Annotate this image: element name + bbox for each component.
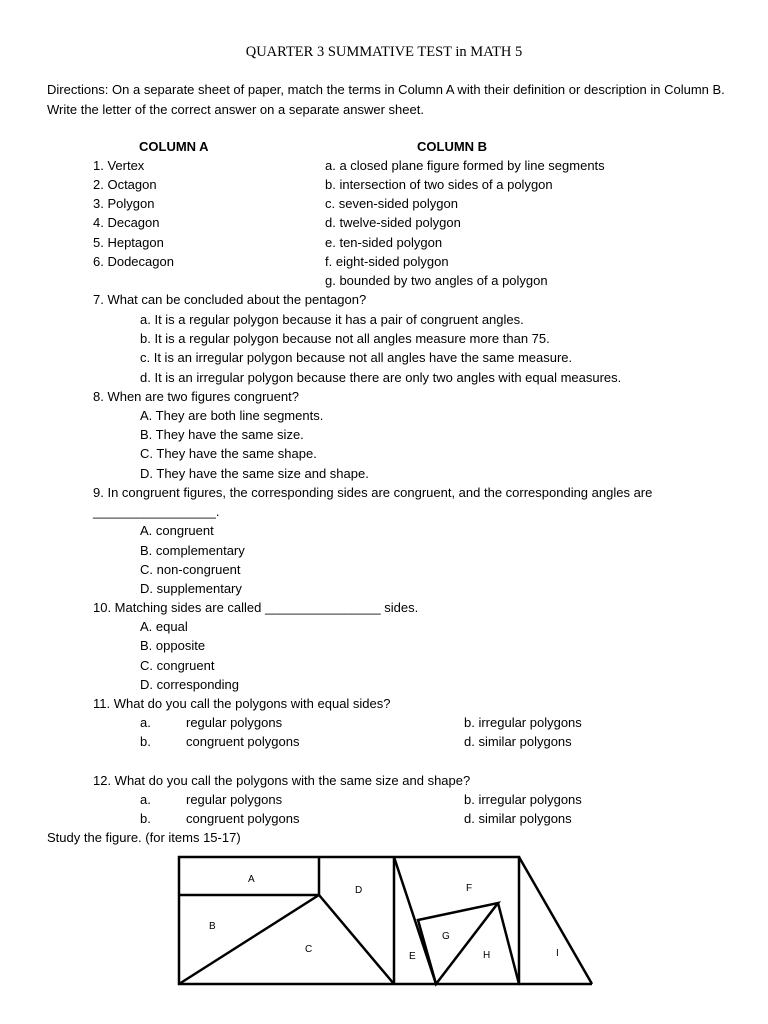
directions: Directions: On a separate sheet of paper, match the terms in Column A with their definition or description in Column B. Write the letter of the correct answer on a separate answer sheet. bbox=[47, 82, 725, 117]
column-a-item: 5. Heptagon bbox=[93, 235, 164, 250]
question-11-option: regular polygons bbox=[186, 715, 283, 730]
question-9-option: D. supplementary bbox=[140, 581, 242, 596]
figure-label: A bbox=[248, 874, 255, 885]
column-a-item: 3. Polygon bbox=[93, 196, 155, 211]
question-11-letter: a. bbox=[140, 715, 151, 730]
question-10-option: B. opposite bbox=[140, 638, 206, 653]
column-a-item: 6. Dodecagon bbox=[93, 254, 174, 269]
question-8-option: D. They have the same size and shape. bbox=[140, 466, 369, 481]
question-12-option: regular polygons bbox=[186, 792, 283, 807]
figure-outer-border bbox=[179, 857, 519, 984]
question-8: 8. When are two figures congruent? bbox=[93, 389, 299, 404]
question-12-option: congruent polygons bbox=[186, 811, 300, 826]
figure-label: H bbox=[483, 950, 491, 961]
figure-label: E bbox=[409, 951, 416, 962]
figure-label: F bbox=[466, 883, 473, 894]
question-10: 10. Matching sides are called ________________ sides. bbox=[93, 600, 419, 615]
question-7-option: d. It is an irregular polygon because there are only two angles with equal measures. bbox=[140, 370, 622, 385]
question-9-option: B. complementary bbox=[140, 543, 245, 558]
column-b-item: c. seven-sided polygon bbox=[325, 196, 458, 211]
figure-label: C bbox=[305, 944, 313, 955]
figure-label: G bbox=[442, 931, 450, 942]
column-a-item: 2. Octagon bbox=[93, 177, 157, 192]
question-9-option: A. congruent bbox=[140, 523, 214, 538]
question-7-option: b. It is a regular polygon because not all angles measure more than 75. bbox=[140, 331, 550, 346]
question-10-option: A. equal bbox=[140, 619, 188, 634]
page-title: QUARTER 3 SUMMATIVE TEST in MATH 5 bbox=[245, 44, 523, 60]
figure-line bbox=[519, 857, 592, 984]
column-b-header: COLUMN B bbox=[417, 139, 488, 154]
figure-label: I bbox=[556, 948, 559, 959]
question-9-option: C. non-congruent bbox=[140, 562, 241, 577]
question-11-option: b. irregular polygons bbox=[464, 715, 582, 730]
column-a-item: 1. Vertex bbox=[93, 158, 145, 173]
column-b-item: a. a closed plane figure formed by line segments bbox=[325, 158, 605, 173]
column-b-item: f. eight-sided polygon bbox=[325, 254, 449, 269]
question-10-option: D. corresponding bbox=[140, 677, 239, 692]
column-b-item: d. twelve-sided polygon bbox=[325, 215, 461, 230]
figure-line bbox=[498, 903, 519, 984]
question-12-letter: a. bbox=[140, 792, 151, 807]
question-12-option: b. irregular polygons bbox=[464, 792, 582, 807]
column-b-item: g. bounded by two angles of a polygon bbox=[325, 273, 548, 288]
question-11: 11. What do you call the polygons with equal sides? bbox=[93, 696, 391, 711]
question-10-option: C. congruent bbox=[140, 658, 215, 673]
question-11-option: congruent polygons bbox=[186, 734, 300, 749]
question-8-option: C. They have the same shape. bbox=[140, 446, 317, 461]
question-8-option: A. They are both line segments. bbox=[140, 408, 324, 423]
column-a-item: 4. Decagon bbox=[93, 215, 160, 230]
figure-label: B bbox=[209, 921, 216, 932]
figure-triangle-g bbox=[418, 903, 498, 984]
question-11-option: d. similar polygons bbox=[464, 734, 572, 749]
figure-label: D bbox=[355, 885, 363, 896]
question-9-blank: _________________. bbox=[93, 504, 220, 519]
column-b-item: e. ten-sided polygon bbox=[325, 235, 443, 250]
study-figure-instruction: Study the figure. (for items 15-17) bbox=[47, 830, 241, 845]
question-12-letter: b. bbox=[140, 811, 151, 826]
question-9: 9. In congruent figures, the corresponding sides are congruent, and the corresponding angles are bbox=[93, 485, 653, 500]
figure-line bbox=[179, 895, 394, 984]
column-a-header: COLUMN A bbox=[139, 139, 209, 154]
column-b-item: b. intersection of two sides of a polygon bbox=[325, 177, 553, 192]
question-11-letter: b. bbox=[140, 734, 151, 749]
question-8-option: B. They have the same size. bbox=[140, 427, 304, 442]
question-7-option: a. It is a regular polygon because it has a pair of congruent angles. bbox=[140, 312, 524, 327]
question-7: 7. What can be concluded about the pentagon? bbox=[93, 292, 367, 307]
question-12: 12. What do you call the polygons with the same size and shape? bbox=[93, 773, 471, 788]
question-12-option: d. similar polygons bbox=[464, 811, 572, 826]
question-7-option: c. It is an irregular polygon because not all angles have the same measure. bbox=[140, 350, 573, 365]
